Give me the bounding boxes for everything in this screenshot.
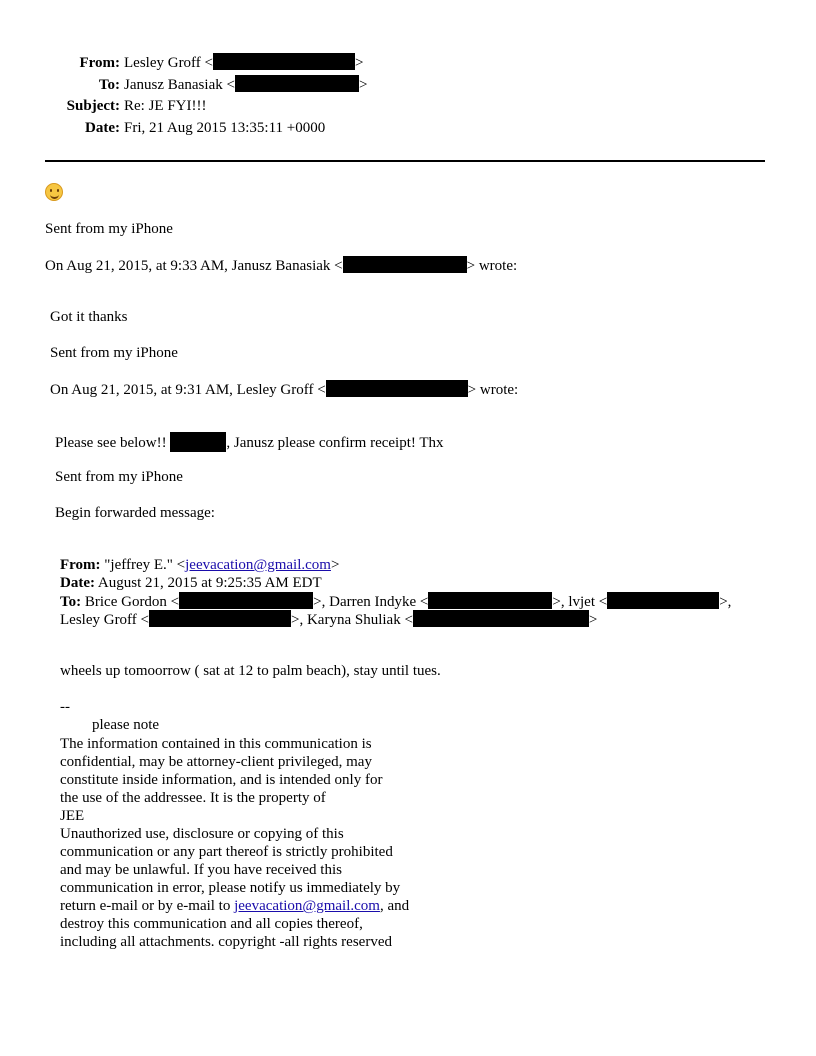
quote-header-1 [45,256,517,275]
redaction-box [170,432,226,452]
fwd-from-email-link[interactable]: jeevacation@gmail.com [185,557,331,573]
quote-prefix: On Aug 21, 2015, at 9:31 AM, Lesley Groff < [50,382,326,398]
disclaimer-text: return e-mail or by e-mail to [60,898,235,914]
bracket: > [358,77,368,93]
signature-dash: -- [60,699,70,715]
fwd-to-label: To: [60,594,82,610]
header-divider [45,160,765,162]
recipient-text: >, Darren Indyke < [313,594,429,610]
redaction-box [326,380,468,397]
quote-suffix: > wrote: [466,258,518,274]
disclaimer-line [60,897,409,915]
disclaimer-line: communication in error, please notify us immediately by [60,880,401,896]
recipient-text: Lesley Groff < [60,612,149,628]
quote-prefix: On Aug 21, 2015, at 9:33 AM, Janusz Banasiak < [45,258,343,274]
from-value: Lesley Groff < [124,55,213,71]
recipient-text: >, [719,594,732,610]
disclaimer-line: constitute inside information, and is intended only for [60,772,383,788]
disclaimer-line: Unauthorized use, disclosure or copying of this [60,826,344,842]
disclaimer-line: and may be unlawful. If you have received this [60,862,342,878]
fwd-date-label: Date: [60,575,95,591]
from-label: From: [79,55,120,71]
quote-header-2 [50,380,518,399]
date-label: Date: [85,120,120,136]
disclaimer-line: including all attachments. copyright -all rights reserved [60,934,392,950]
reply-body-3 [55,432,444,452]
disclaimer-line: destroy this communication and all copies thereof, [60,916,363,932]
fwd-from-name: "jeffrey E." < [104,557,186,573]
header-subject-line [0,97,207,115]
subject-label: Subject: [66,98,120,114]
header-to-line [0,75,367,94]
sent-from-2: Sent from my iPhone [50,345,178,361]
fwd-to-line-2 [60,610,597,629]
disclaimer-line: The information contained in this communication is [60,736,372,752]
disclaimer-text: , and [379,898,410,914]
recipient-text: Brice Gordon < [84,594,180,610]
recipient-text: >, lvjet < [552,594,608,610]
redaction-box [428,592,552,609]
sent-from-1: Sent from my iPhone [45,221,173,237]
disclaimer-line: JEE [60,808,85,824]
redaction-box [413,610,589,627]
fwd-date-value: August 21, 2015 at 9:25:35 AM EDT [97,575,322,591]
to-value: Janusz Banasiak < [124,77,235,93]
fwd-from-line [60,556,339,574]
header-from-line [0,53,363,72]
fwd-body: wheels up tomoorrow ( sat at 12 to palm beach), stay until tues. [60,663,441,679]
to-label: To: [98,77,120,93]
subject-value: Re: JE FYI!!! [124,98,207,114]
date-value: Fri, 21 Aug 2015 13:35:11 +0000 [124,120,326,136]
redaction-box [213,53,355,70]
bracket: > [355,55,364,71]
redaction-box [343,256,467,273]
recipient-text: >, Karyna Shuliak < [291,612,413,628]
quote-suffix: > wrote: [467,382,519,398]
forwarded-label: Begin forwarded message: [55,505,215,521]
recipient-text: > [588,612,598,628]
disclaimer-line: communication or any part thereof is strictly prohibited [60,844,393,860]
disclaimer-email-link[interactable]: jeevacation@gmail.com [234,898,380,914]
fwd-date-line [60,574,322,592]
sent-from-3: Sent from my iPhone [55,469,183,485]
redaction-box [235,75,359,92]
fwd-from-label: From: [60,557,101,573]
header-date-line [0,119,325,137]
bracket: > [330,557,340,573]
body-prefix: Please see below!! [55,435,171,451]
smiling-face-icon [45,183,63,201]
please-note: please note [92,717,160,733]
disclaimer-line: confidential, may be attorney-client privileged, may [60,754,372,770]
redaction-box [179,592,313,609]
body-suffix: , Janusz please confirm receipt! Thx [226,435,444,451]
redaction-box [607,592,719,609]
reply-body-2: Got it thanks [50,309,128,325]
disclaimer [60,735,409,951]
disclaimer-line: the use of the addressee. It is the property of [60,790,326,806]
redaction-box [149,610,291,627]
fwd-to-line [60,592,731,611]
